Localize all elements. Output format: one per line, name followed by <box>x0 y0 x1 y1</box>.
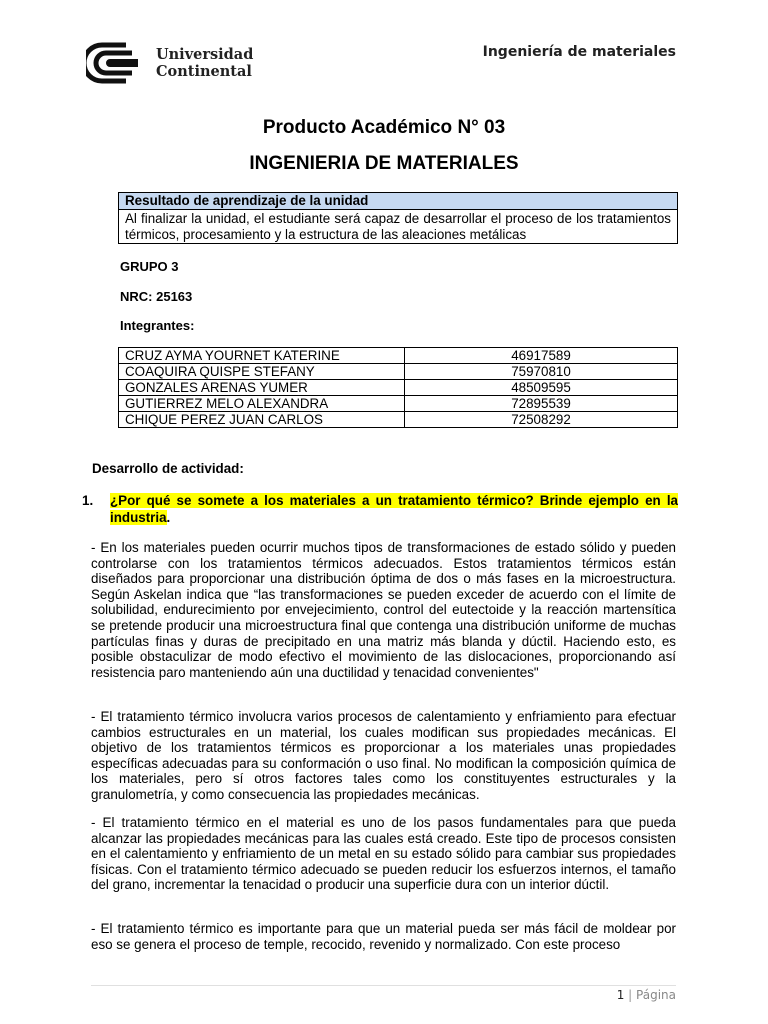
paragraph: - El tratamiento térmico involucra varios procesos de calentamiento y enfriamiento para efectuar cambios estructurales en un material, los cuales modifican sus propiedades mecánicas. El objetivo de los tratamientos térmicos es proporcionar a los materiales unas propiedades específicas adecuadas para su conformación o uso final. No modifican la composición química de los materiales, pero sí otros factores tales como los constituyentes estructurales y la granulometría, y como consecuencia las propiedades mecánicas. <box>91 709 676 802</box>
footer-divider <box>91 985 676 986</box>
document-title: Producto Académico N° 03 <box>262 117 506 138</box>
members-label: Integrantes: <box>120 318 195 333</box>
university-name-line1: Universidad <box>156 46 254 63</box>
nrc-label: NRC: 25163 <box>120 289 193 304</box>
paragraph: - En los materiales pueden ocurrir muchos tipos de transformaciones de estado sólido y pueden controlarse con los tratamientos térmicos adecuados. Estos tratamientos térmicos están diseñados para proporcionar una distribución óptima de dos o más fases en la microestructura. Según Askelan indica que “las transformaciones se pueden exceder de acuerdo con el límite de solubilidad, endurecimiento por envejecimiento, control del eutectoide y la reacción martensítica se pretende producir una microestructura final que contenga una distribución uniforme de muchas partículas finas y duras de precipitado en una matriz más blanda y dúctil. Haciendo esto, es posible obstaculizar de modo efectivo el movimiento de las dislocaciones, proporcionando así resistencia paro manteniendo aún una ductilidad y tenacidad convenientes" <box>91 540 676 680</box>
member-id: 72508292 <box>405 412 678 428</box>
member-id: 75970810 <box>405 364 678 380</box>
question-trailing: . <box>166 510 171 525</box>
section-title: Desarrollo de actividad: <box>92 461 244 476</box>
table-row <box>119 348 678 364</box>
members-table <box>118 347 678 428</box>
member-id: 72895539 <box>405 396 678 412</box>
university-name <box>156 46 253 80</box>
paragraph: - El tratamiento térmico en el material es uno de los pasos fundamentales para que pueda alcanzar las propiedades mecánicas para las cuales está creado. Este tipo de procesos consisten en el calentamiento y enfriamiento de un metal en su estado sólido para cambiar sus propiedades físicas. Con el tratamiento térmico adecuado se pueden reducir los esfuerzos internos, el tamaño del grano, incrementar la tenacidad o producir una superficie dura con un interior dúctil. <box>91 815 676 893</box>
table-row <box>119 412 678 428</box>
university-logo-icon <box>86 42 148 84</box>
learning-outcome-text: Al finalizar la unidad, el estudiante será capaz de desarrollar el proceso de los tratamientos térmicos, procesamiento y la estructura de las aleaciones metálicas <box>125 211 671 242</box>
question-1 <box>82 492 678 526</box>
question-number: 1. <box>82 493 94 508</box>
member-name: COAQUIRA QUISPE STEFANY <box>119 364 405 380</box>
learning-outcome-box <box>118 192 678 244</box>
member-id: 48509595 <box>405 380 678 396</box>
member-id: 46917589 <box>405 348 678 364</box>
learning-outcome-heading: Resultado de aprendizaje de la unidad <box>119 193 677 210</box>
page-number: 1 <box>616 988 625 1002</box>
footer-separator: | <box>628 988 633 1002</box>
paragraph: - El tratamiento térmico es importante para que un material pueda ser más fácil de moldear por eso se genera el proceso de temple, recocido, revenido y normalizado. Con este proceso <box>91 921 676 952</box>
course-name: Ingeniería de materiales <box>482 44 676 60</box>
university-logo <box>86 42 253 84</box>
page-footer <box>617 988 676 1002</box>
group-label: GRUPO 3 <box>120 259 179 274</box>
table-row <box>119 396 678 412</box>
question-text: ¿Por qué se somete a los materiales a un tratamiento térmico? Brinde ejemplo en la industria <box>110 493 678 525</box>
university-name-line2: Continental <box>156 63 252 80</box>
page-header <box>0 0 768 100</box>
member-name: CRUZ AYMA YOURNET KATERINE <box>119 348 405 364</box>
table-row <box>119 380 678 396</box>
member-name: CHIQUE PEREZ JUAN CARLOS <box>119 412 405 428</box>
document-subtitle: INGENIERIA DE MATERIALES <box>249 153 519 174</box>
table-row <box>119 364 678 380</box>
member-name: GONZALES ARENAS YUMER <box>119 380 405 396</box>
page-label: Página <box>636 988 676 1002</box>
member-name: GUTIERREZ MELO ALEXANDRA <box>119 396 405 412</box>
